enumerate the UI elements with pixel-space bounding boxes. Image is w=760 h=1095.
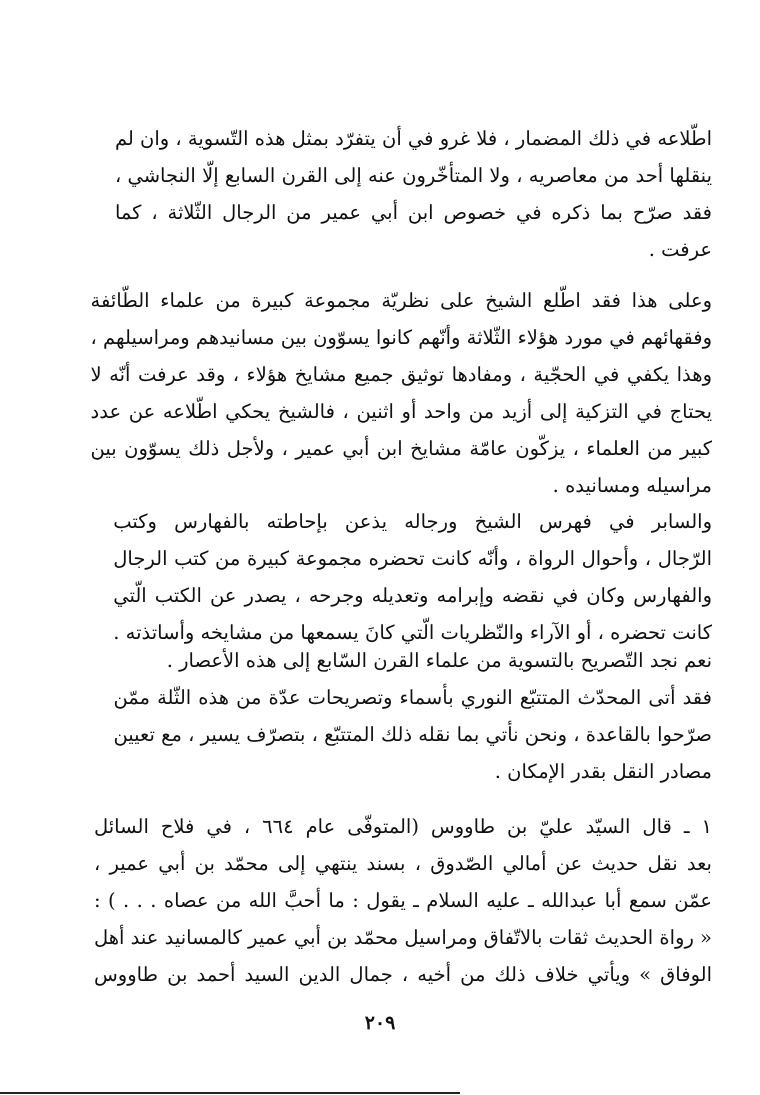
text-line: الرّجال ، وأحوال الرواة ، وأنّه كانت تحضره مجموعة كبيرة من كتب الرجال bbox=[113, 547, 712, 570]
text-line: فقد صرّح بما ذكره في خصوص ابن أبي عمير من الرجال الثّلاثة ، كما bbox=[114, 201, 712, 224]
text-line: وهذا يكفي في الحجّية ، ومفادها توثيق جميع مشايخ هؤلاء ، وقد عرفت أنّه لا bbox=[90, 363, 712, 386]
text-line: نعم نجد التّصريح بالتسوية من علماء القرن السّابع إلى هذه الأعصار . bbox=[166, 649, 712, 672]
paragraph-2 bbox=[91, 282, 712, 504]
text-line: فقد أتى المحدّث المتتبّع النوري بأسماء وتصريحات عدّة من هذه الثّلة ممّن bbox=[113, 686, 712, 709]
text-line: وفقهائهم في مورد هؤلاء الثّلاثة وأنّهم كانوا يسوّون بين مسانيدهم ومراسيلهم ، bbox=[90, 326, 712, 349]
text-line: اطّلاعه في ذلك المضمار ، فلا غرو في أن يتفرّد بمثل هذه التّسوية ، وان لم bbox=[114, 127, 712, 150]
text-line: مراسيله ومسانيده . bbox=[552, 474, 712, 497]
page-number: ٢٠٩ bbox=[364, 1012, 396, 1034]
text-line: مصادر النقل بقدر الإمكان . bbox=[494, 760, 712, 783]
text-line: عمّن سمع أبا عبدالله ـ عليه السلام ـ يقول : ما أحبَّ الله من عصاه . . . ) : bbox=[93, 889, 712, 912]
text-line: كانت تحضره ، أو الآراء والنّظريات الّتي كانَ يسمعها من مشايخه وأساتذته . bbox=[113, 621, 712, 644]
text-line: ينقلها أحد من معاصريه ، ولا المتأخّرون عنه إلى القرن السابع إلّا النجاشي ، bbox=[114, 164, 712, 187]
bottom-divider bbox=[0, 1092, 460, 1094]
paragraph-5 bbox=[94, 808, 712, 993]
text-line: ١ ـ قال السيّد عليّ بن طاووس (المتوفّى عام ٦٦٤ ، في فلاح السائل bbox=[93, 815, 712, 838]
text-line: كبير من العلماء ، يزكّون عامّة مشايخ ابن أبي عمير ، ولأجل ذلك يسوّون بين bbox=[90, 437, 712, 460]
text-line: صرّحوا بالقاعدة ، ونحن نأتي بما نقله ذلك المتتبّع ، بتصرّف يسير ، مع تعيين bbox=[113, 723, 712, 746]
text-line: عرفت . bbox=[648, 238, 712, 261]
text-line: وعلى هذا فقد اطّلع الشيخ على نظريّة مجموعة كبيرة من علماء الطّائفة bbox=[90, 289, 712, 312]
paragraph-1 bbox=[115, 120, 712, 268]
text-line: يحتاج في التزكية إلى أزيد من واحد أو اثنين ، فالشيخ يحكي اطّلاعه عن عدد bbox=[90, 400, 712, 423]
text-line: بعد نقل حديث عن أمالي الصّدوق ، بسند ينتهي إلى محمّد بن أبي عمير ، bbox=[93, 852, 712, 875]
text-line: « رواة الحديث ثقات بالاتّفاق ومراسيل محمّد بن أبي عمير كالمسانيد عند أهل bbox=[93, 926, 712, 949]
paragraph-3 bbox=[113, 503, 712, 651]
text-line: والسابر في فهرس الشيخ ورجاله يذعن بإحاطته بالفهارس وكتب bbox=[113, 510, 712, 533]
text-line: والفهارس وكان في نقضه وإبرامه وتعديله وجرحه ، يصدر عن الكتب الّتي bbox=[113, 584, 712, 607]
paragraph-4 bbox=[113, 642, 712, 790]
text-line: الوفاق » ويأتي خلاف ذلك من أخيه ، جمال الدين السيد أحمد بن طاووس bbox=[93, 963, 712, 986]
